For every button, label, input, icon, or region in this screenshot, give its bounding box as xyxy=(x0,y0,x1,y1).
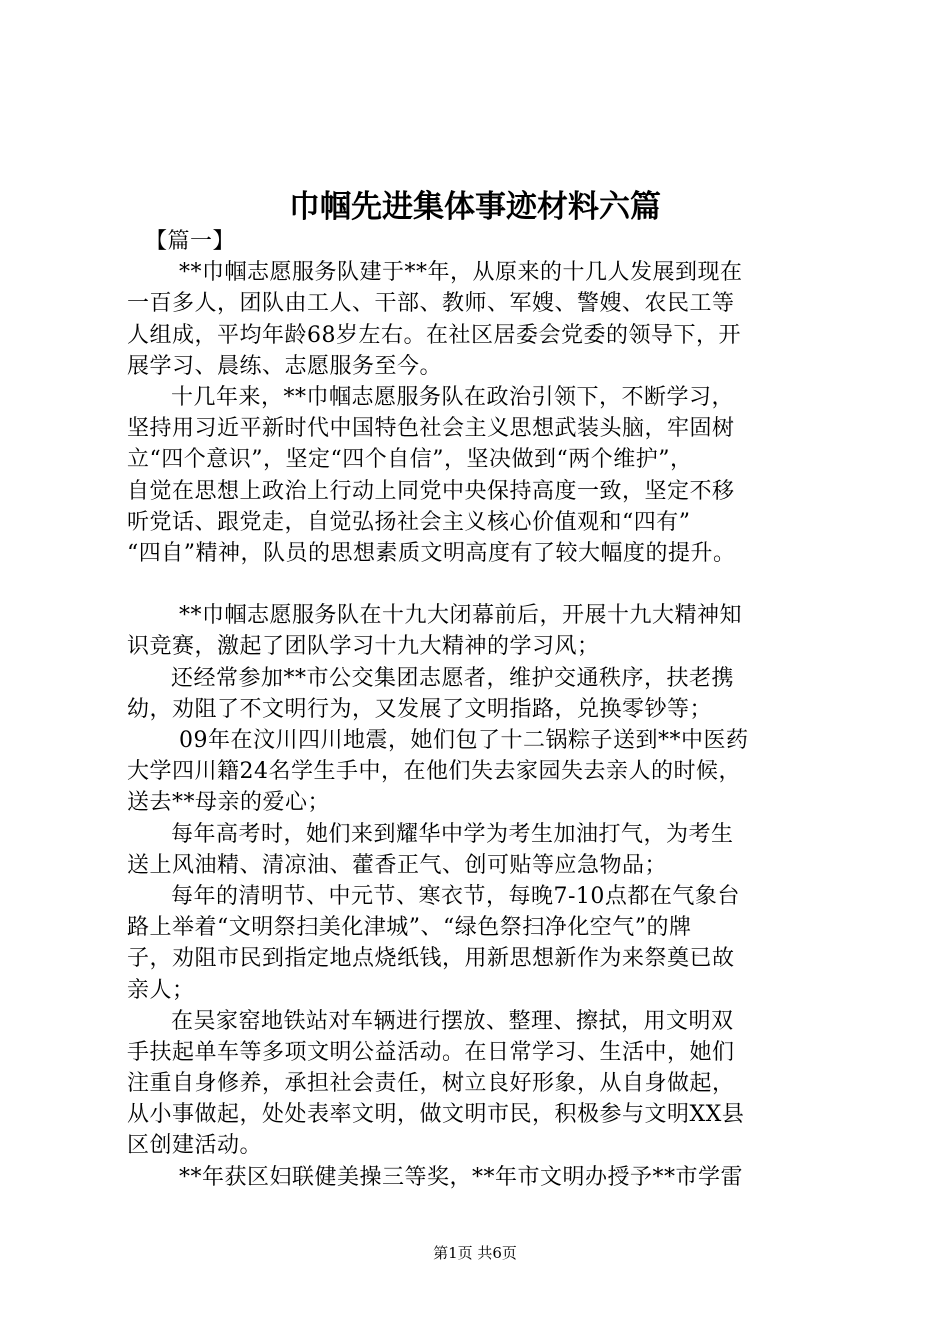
text-line: 人组成，平均年龄68岁左右。在社区居委会党委的领导下，开 xyxy=(127,322,741,348)
text-line: 识竞赛，激起了团队学习十九大精神的学习风； xyxy=(127,634,600,660)
text-line: 路上举着“文明祭扫美化津城”、“绿色祭扫净化空气”的牌 xyxy=(127,915,692,941)
text-line: 立“四个意识”，坚定“四个自信”，坚决做到“两个维护”， xyxy=(127,447,693,473)
text-line: **巾帼志愿服务队建于**年，从原来的十几人发展到现在 xyxy=(179,260,743,286)
text-line: 09年在汶川四川地震，她们包了十二锅粽子送到**中医药 xyxy=(179,728,749,753)
text-line: 亲人； xyxy=(127,977,195,1003)
text-line: 一百多人，团队由工人、干部、教师、军嫂、警嫂、农民工等 xyxy=(127,291,735,317)
page-title: 巾帼先进集体事迹材料六篇 xyxy=(289,189,661,225)
text-line: 坚持用习近平新时代中国特色社会主义思想武装头脑，牢固树 xyxy=(127,416,735,442)
text-line: 每年的清明节、中元节、寒衣节，每晚7-10点都在气象台 xyxy=(171,883,740,909)
text-line: 展学习、晨练、志愿服务至今。 xyxy=(127,353,443,379)
text-line: **巾帼志愿服务队在十九大闭幕前后，开展十九大精神知 xyxy=(179,603,743,629)
text-line: 手扶起单车等多项文明公益活动。在日常学习、生活中，她们 xyxy=(127,1039,735,1065)
text-line: 还经常参加**市公交集团志愿者，维护交通秩序，扶老携 xyxy=(171,665,735,691)
page-number-footer: 第1页 共6页 xyxy=(433,1244,517,1262)
section-heading: 【篇一】 xyxy=(145,229,236,254)
text-line: “四自”精神，队员的思想素质文明高度有了较大幅度的提升。 xyxy=(127,540,736,566)
text-line: 幼，劝阻了不文明行为，又发展了文明指路，兑换零钞等； xyxy=(127,696,713,722)
text-line: 区创建活动。 xyxy=(127,1133,263,1159)
text-line: 大学四川籍24名学生手中，在他们失去家园失去亲人的时候， xyxy=(127,759,741,785)
text-line: 从小事做起，处处表率文明，做文明市民，积极参与文明XX县 xyxy=(127,1102,745,1128)
text-line: 每年高考时，她们来到耀华中学为考生加油打气，为考生 xyxy=(171,821,734,847)
text-line: 送上风油精、清凉油、藿香正气、创可贴等应急物品； xyxy=(127,852,668,878)
blank-line xyxy=(127,569,837,600)
text-line: 在吴家窑地铁站对车辆进行摆放、整理、擦拭，用文明双 xyxy=(171,1008,734,1034)
document-body xyxy=(127,226,837,1193)
text-line: 听党话、跟党走，自觉弘扬社会主义核心价值观和“四有” xyxy=(127,509,691,535)
text-line: 注重自身修养，承担社会责任，树立良好形象，从自身做起， xyxy=(127,1071,735,1097)
text-line: 子，劝阻市民到指定地点烧纸钱，用新思想新作为来祭奠已故 xyxy=(127,946,735,972)
text-line: 送去**母亲的爱心； xyxy=(127,790,331,816)
text-line: 自觉在思想上政治上行动上同党中央保持高度一致，坚定不移 xyxy=(127,478,735,504)
text-line: 十几年来，**巾帼志愿服务队在政治引领下，不断学习， xyxy=(171,384,735,410)
text-line: **年获区妇联健美操三等奖，**年市文明办授予**市学雷 xyxy=(179,1164,744,1190)
